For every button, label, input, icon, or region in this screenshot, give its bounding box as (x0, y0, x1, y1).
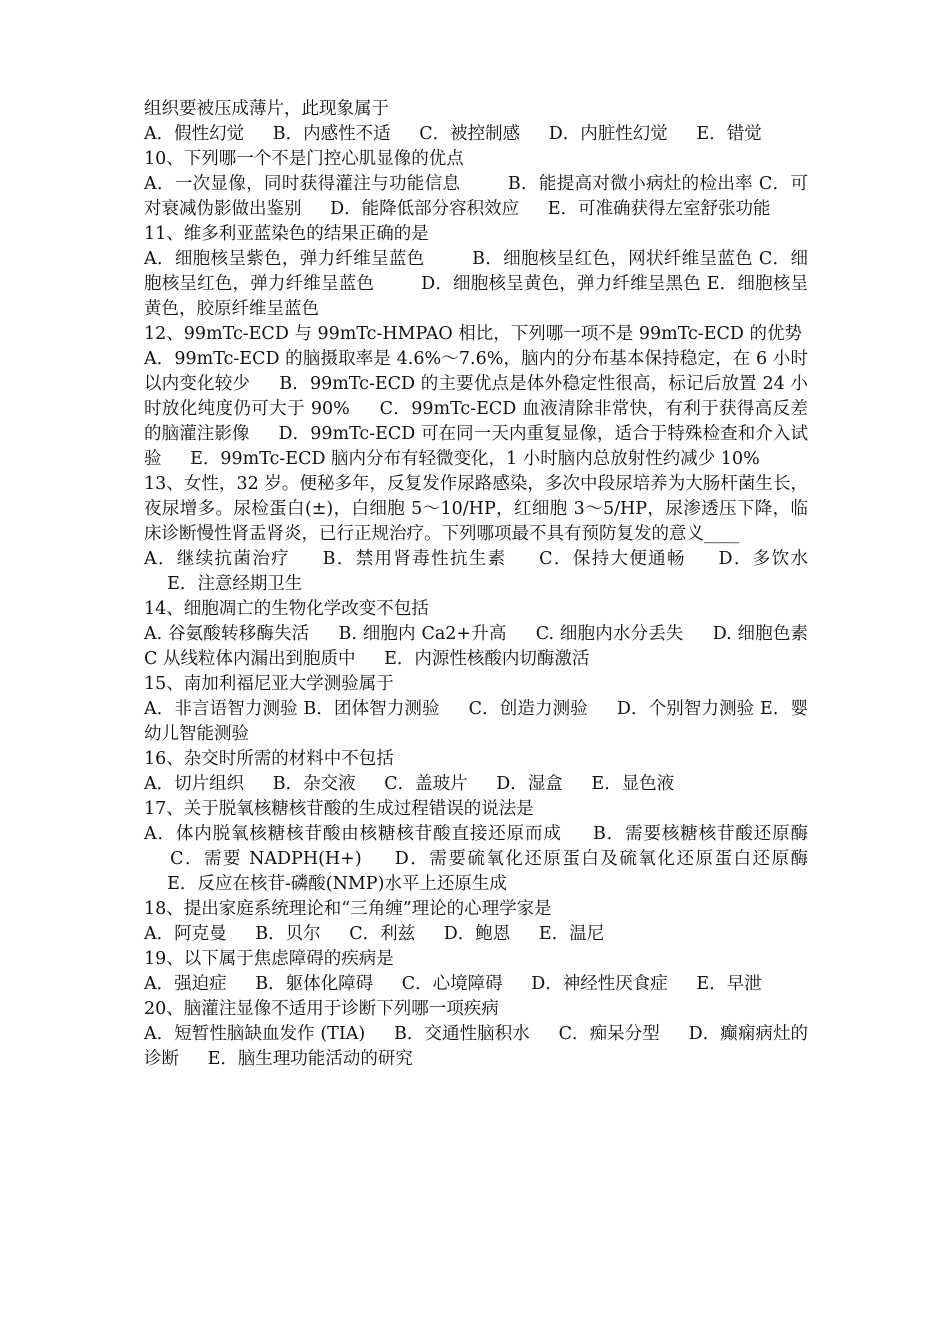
question-17-options: A．体内脱氧核糖核苷酸由核糖核苷酸直接还原而成 B．需要核糖核苷酸还原酶 C．需要 NADPH(H+) D．需要硫氧化还原蛋白及硫氧化还原蛋白还原酶 E．反应在核苷-磷酸(NMP)水平上还原生成 (144, 824, 808, 894)
question-16-stem: 16、杂交时所需的材料中不包括 (144, 749, 394, 769)
question-18-options: A．阿克曼 B．贝尔 C．利兹 D．鲍恩 E．温尼 (144, 924, 605, 944)
question-11-options: A．细胞核呈紫色，弹力纤维呈蓝色 B．细胞核呈红色，网状纤维呈蓝色 C．细胞核呈红色，弹力纤维呈蓝色 D．细胞核呈黄色，弹力纤维呈黑色 E．细胞核呈黄色，胶原纤维呈蓝色 (144, 249, 808, 319)
question-16-options: A．切片组织 B．杂交液 C．盖玻片 D．湿盒 E．显色液 (144, 774, 675, 794)
question-12-options: A．99mTc-ECD 的脑摄取率是 4.6%～7.6%，脑内的分布基本保持稳定，在 6 小时以内变化较少 B．99mTc-ECD 的主要优点是体外稳定性很高，标记后放置 24 小时放化纯度仍可大于 90% C．99mTc-ECD 血液清除非常快，有利于获得高反差的脑灌注影像 D．99mTc-ECD 可在同一天内重复显像，适合于特殊检查和介入试验 E．99mTc-ECD 脑内分布有轻微变化，1 小时脑内总放射性约减少 10% (144, 349, 808, 469)
question-13-options: A．继续抗菌治疗 B．禁用肾毒性抗生素 C．保持大便通畅 D．多饮水 E．注意经期卫生 (144, 549, 808, 594)
question-12-stem: 12、99mTc-ECD 与 99mTc-HMPAO 相比，下列哪一项不是 99mTc-ECD 的优势 (144, 324, 802, 344)
question-9-options: A．假性幻觉 B．内感性不适 C．被控制感 D．内脏性幻觉 E．错觉 (144, 124, 762, 144)
question-19-options: A．强迫症 B．躯体化障碍 C．心境障碍 D．神经性厌食症 E．早泄 (144, 974, 762, 994)
question-15-stem: 15、南加利福尼亚大学测验属于 (144, 674, 394, 694)
question-14-options: A. 谷氨酸转移酶失活 B. 细胞内 Ca2+升高 C. 细胞内水分丢失 D. 细胞色素 C 从线粒体内漏出到胞质中 E．内源性核酸内切酶激活 (144, 624, 808, 669)
question-14-stem: 14、细胞凋亡的生物化学改变不包括 (144, 599, 429, 619)
question-11-stem: 11、维多利亚蓝染色的结果正确的是 (144, 224, 429, 244)
question-20-options: A．短暂性脑缺血发作 (TIA) B．交通性脑积水 C．痴呆分型 D．癫痫病灶的诊断 E．脑生理功能活动的研究 (144, 1024, 808, 1069)
question-20-stem: 20、脑灌注显像不适用于诊断下列哪一项疾病 (144, 999, 499, 1019)
question-17-stem: 17、关于脱氧核糖核苷酸的生成过程错误的说法是 (144, 799, 534, 819)
question-15-options: A．非言语智力测验 B．团体智力测验 C．创造力测验 D．个别智力测验 E．婴幼儿智能测验 (144, 699, 808, 744)
question-10-stem: 10、下列哪一个不是门控心肌显像的优点 (144, 149, 464, 169)
question-18-stem: 18、提出家庭系统理论和“三角缠”理论的心理学家是 (144, 899, 552, 919)
question-13-stem: 13、女性，32 岁。便秘多年，反复发作尿路感染，多次中段尿培养为大肠杆菌生长，夜尿增多。尿检蛋白(±)，白细胞 5～10/HP，红细胞 3～5/HP，尿渗透压下降，临床诊断慢性肾盂肾炎，已行正规治疗。下列哪项最不具有预防复发的意义____ (144, 474, 808, 544)
document-page (144, 97, 808, 1072)
question-19-stem: 19、以下属于焦虑障碍的疾病是 (144, 949, 394, 969)
question-10-options: A．一次显像，同时获得灌注与功能信息 B．能提高对微小病灶的检出率 C．可对衰减伪影做出鉴别 D．能降低部分容积效应 E．可准确获得左室舒张功能 (144, 174, 808, 219)
question-9-stem-tail: 组织要被压成薄片，此现象属于 (144, 99, 389, 119)
